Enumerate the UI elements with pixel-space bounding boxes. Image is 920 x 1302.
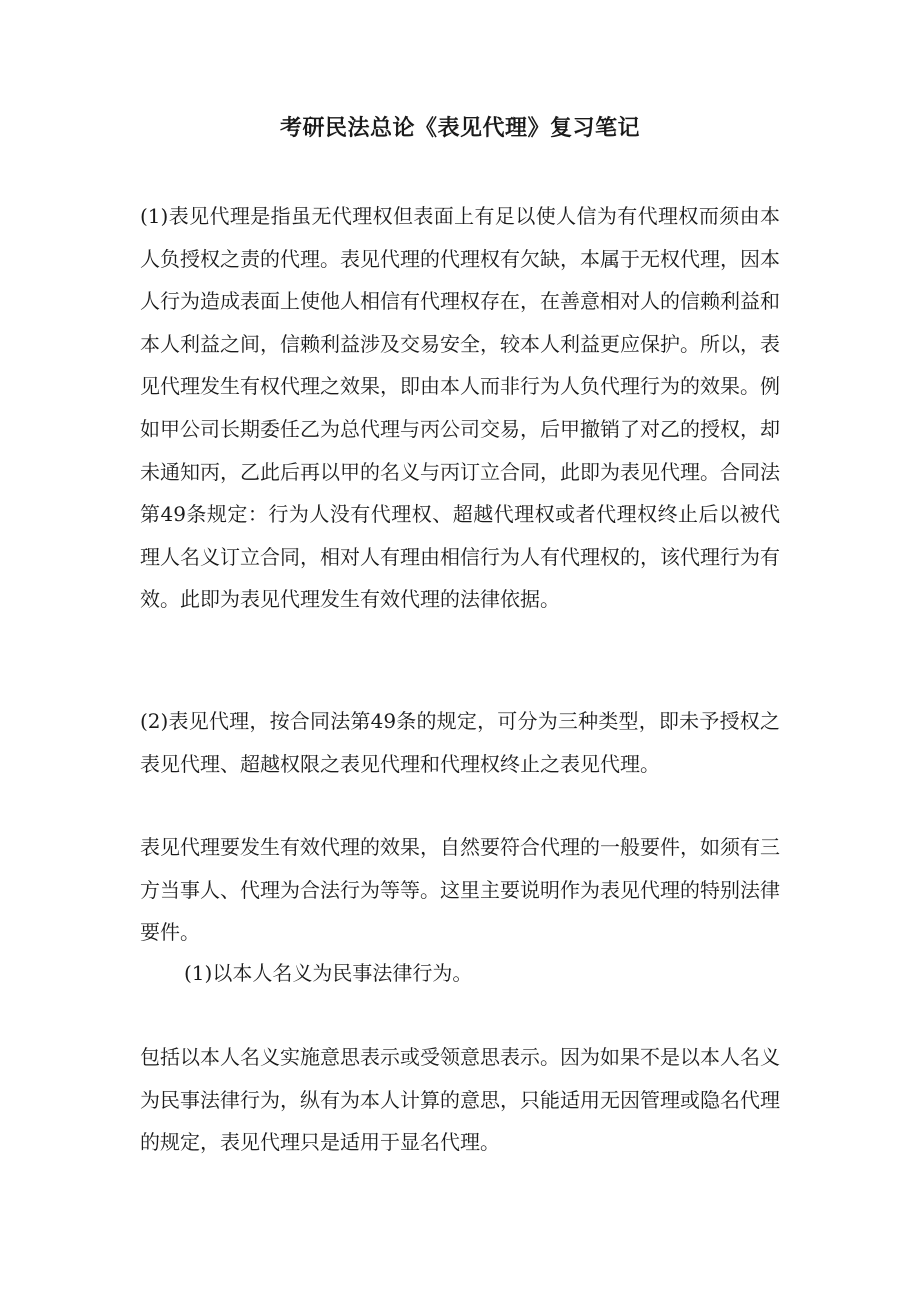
paragraph-definition: (1)表见代理是指虽无代理权但表面上有足以使人信为有代理权而须由本人负授权之责的代理。表见代理的代理权有欠缺，本属于无权代理，因本人行为造成表面上使他人相信有代理权存在，在善意相对人的信赖利益和本人利益之间，信赖利益涉及交易安全，较本人利益更应保护。所以，表见代理发生有权代理之效果，即由本人而非行为人负代理行为的效果。例如甲公司长期委任乙为总代理与丙公司交易，后甲撤销了对乙的授权，却未通知丙，乙此后再以甲的名义与丙订立合同，此即为表见代理。合同法第49条规定：行为人没有代理权、超越代理权或者代理权终止后以被代理人名义订立合同，相对人有理由相信行为人有代理权的，该代理行为有效。此即为表见代理发生有效代理的法律依据。 (140, 204, 780, 612)
paragraph-requirements: 表见代理要发生有效代理的效果，自然要符合代理的一般要件，如须有三方当事人、代理为合法行为等等。这里主要说明作为表见代理的特别法律要件。 (140, 835, 780, 945)
paragraph-requirement-1: (1)以本人名义为民事法律行为。 (184, 961, 473, 985)
paragraph-explanation: 包括以本人名义实施意思表示或受领意思表示。因为如果不是以本人名义为民事法律行为，纵有为本人计算的意思，只能适用无因管理或隐名代理的规定，表见代理只是适用于显名代理。 (140, 1045, 780, 1155)
paragraph-types: (2)表见代理，按合同法第49条的规定，可分为三种类型，即未予授权之表见代理、超越权限之表见代理和代理权终止之表见代理。 (140, 709, 780, 776)
document-title: 考研民法总论《表见代理》复习笔记 (279, 115, 640, 141)
